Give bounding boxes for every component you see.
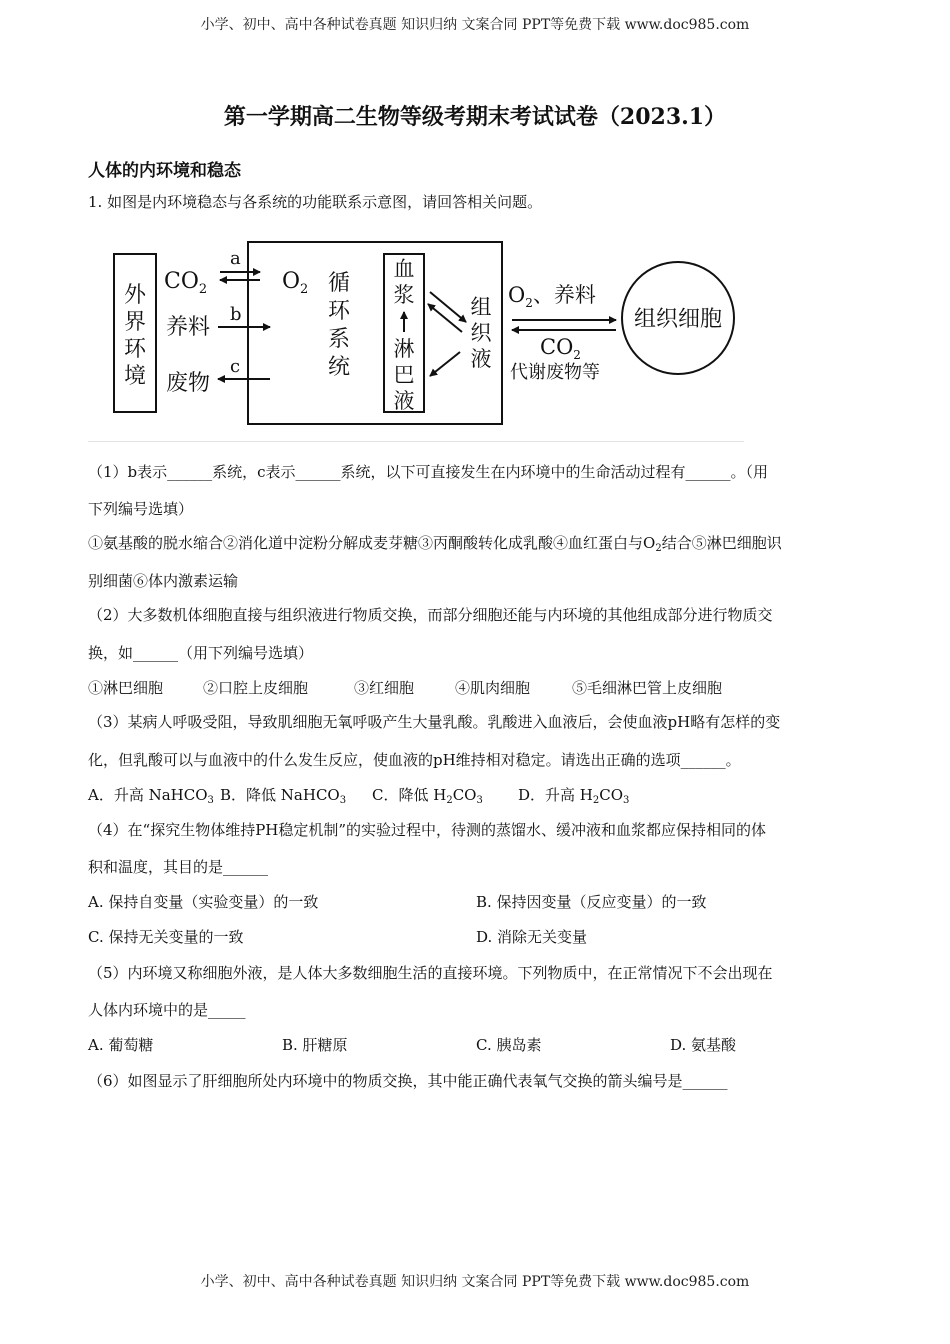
q1-sub5-option-a: A. 葡萄糖 [88, 1036, 154, 1054]
homeostasis-diagram [110, 236, 750, 434]
circulation-char-2: 环 [327, 299, 351, 324]
q1-sub4-option-a: A. 保持自变量（实验变量）的一致 [88, 893, 319, 911]
tissue-fluid-char-3: 液 [470, 347, 492, 371]
o2-nutrients-label: $O_2$、养料 [508, 283, 596, 310]
plasma-char-2: 浆 [393, 283, 415, 307]
q1-sub5-line1: （5）内环境又称细胞外液，是人体大多数细胞生活的直接环境。下列物质中，在正常情况下不会出现在 [88, 964, 773, 982]
q1-sub2-line1: （2）大多数机体细胞直接与组织液进行物质交换，而部分细胞还能与内环境的其他组成部分进行物质交 [88, 606, 773, 624]
q1-sub4-line1: （4）在“探究生物体维持PH稳定机制”的实验过程中，待测的蒸馏水、缓冲液和血浆都应保持相同的体 [88, 821, 767, 839]
q1-sub1-options-line2: 别细菌⑥体内激素运输 [88, 572, 239, 590]
q1-sub5-line2: 人体内环境中的是_____ [88, 1001, 246, 1019]
co2-right-label: $CO_2$ [540, 335, 581, 362]
q1-sub4-option-d: D. 消除无关变量 [476, 928, 588, 946]
outer-env-char-3: 环 [123, 337, 147, 362]
label-b: b [230, 304, 242, 325]
outer-env-char-4: 境 [123, 364, 147, 389]
outer-env-char-1: 外 [123, 283, 147, 308]
q1-sub1-line1: （1）b表示______系统，c表示______系统，以下可直接发生在内环境中的生命活动过程有______。（用 [88, 463, 769, 481]
metabolic-waste-label: 代谢废物等 [510, 362, 600, 383]
q1-sub3-option-a: A．升高 NaHCO$_3$ [88, 786, 214, 806]
circulation-char-1: 循 [327, 271, 351, 296]
q1-sub4-option-b: B. 保持因变量（反应变量）的一致 [476, 893, 707, 911]
q1-sub2-option-5: ⑤毛细淋巴管上皮细胞 [572, 679, 723, 697]
page-header: 小学、初中、高中各种试卷真题 知识归纳 文案合同 PPT等免费下载 www.doc985.com [200, 17, 750, 33]
circulation-char-3: 系 [327, 327, 351, 352]
q1-sub2-option-3: ③红细胞 [354, 679, 415, 697]
tissue-fluid-char-1: 组 [470, 295, 492, 319]
question-intro: 1. 如图是内环境稳态与各系统的功能联系示意图，请回答相关问题。 [88, 193, 543, 211]
tissue-fluid-char-2: 织 [470, 321, 492, 345]
page-footer: 小学、初中、高中各种试卷真题 知识归纳 文案合同 PPT等免费下载 www.doc985.com [200, 1274, 750, 1290]
o2-left-label: $O_2$ [282, 269, 309, 297]
q1-sub3-option-b: B．降低 NaHCO$_3$ [220, 786, 347, 806]
q1-sub5-option-d: D. 氨基酸 [670, 1036, 737, 1054]
lymph-char-2: 巴 [393, 363, 415, 387]
label-c: c [230, 356, 241, 377]
co2-left-label: $CO_2$ [164, 269, 208, 297]
page-title: 第一学期高二生物等级考期末考试试卷（2023.1） [223, 104, 727, 130]
q1-sub3-line2: 化，但乳酸可以与血液中的什么发生反应，使血液的pH维持相对稳定。请选出正确的选项______。 [88, 751, 741, 769]
arrow-tissue-to-lymph [430, 352, 460, 376]
arrow-plasma-to-tissue [430, 292, 466, 322]
plasma-char-1: 血 [393, 257, 415, 281]
nutrients-label: 养料 [166, 315, 211, 340]
q1-sub2-option-1: ①淋巴细胞 [88, 679, 164, 697]
q1-sub6-line1: （6）如图显示了肝细胞所处内环境中的物质交换，其中能正确代表氧气交换的箭头编号是______ [88, 1072, 728, 1090]
q1-sub5-option-b: B. 肝糖原 [282, 1036, 348, 1054]
lymph-char-1: 淋 [393, 337, 415, 361]
q1-sub3-option-c: C．降低 $H_2CO_3$ [372, 786, 483, 806]
q1-sub1-options: ①氨基酸的脱水缩合②消化道中淀粉分解成麦芽糖③丙酮酸转化成乳酸④血红蛋白与$O_2$结合⑤淋巴细胞识 [88, 534, 782, 554]
label-a: a [230, 248, 241, 269]
arrow-tissue-to-plasma [428, 304, 462, 332]
circulation-char-4: 统 [327, 355, 351, 380]
q1-sub4-line2: 积和温度，其目的是______ [88, 858, 269, 876]
q1-sub5-option-c: C. 胰岛素 [476, 1036, 542, 1054]
tissue-cell-label: 组织细胞 [633, 307, 723, 332]
q1-sub3-line1: （3）某病人呼吸受阻，导致肌细胞无氧呼吸产生大量乳酸。乳酸进入血液后，会使血液pH略有怎样的变 [88, 713, 781, 731]
q1-sub1-line2: 下列编号选填） [88, 500, 194, 518]
lymph-char-3: 液 [393, 389, 415, 413]
outer-env-char-2: 界 [123, 310, 147, 335]
q1-sub2-option-2: ②口腔上皮细胞 [203, 679, 309, 697]
diagram-separator [88, 441, 744, 442]
q1-sub4-option-c: C. 保持无关变量的一致 [88, 928, 244, 946]
waste-label: 废物 [166, 371, 211, 396]
q1-sub2-option-4: ④肌肉细胞 [455, 679, 531, 697]
q1-sub2-line2: 换，如______（用下列编号选填） [88, 644, 314, 662]
section-heading: 人体的内环境和稳态 [88, 161, 241, 181]
q1-sub3-option-d: D．升高 $H_2CO_3$ [518, 786, 630, 806]
